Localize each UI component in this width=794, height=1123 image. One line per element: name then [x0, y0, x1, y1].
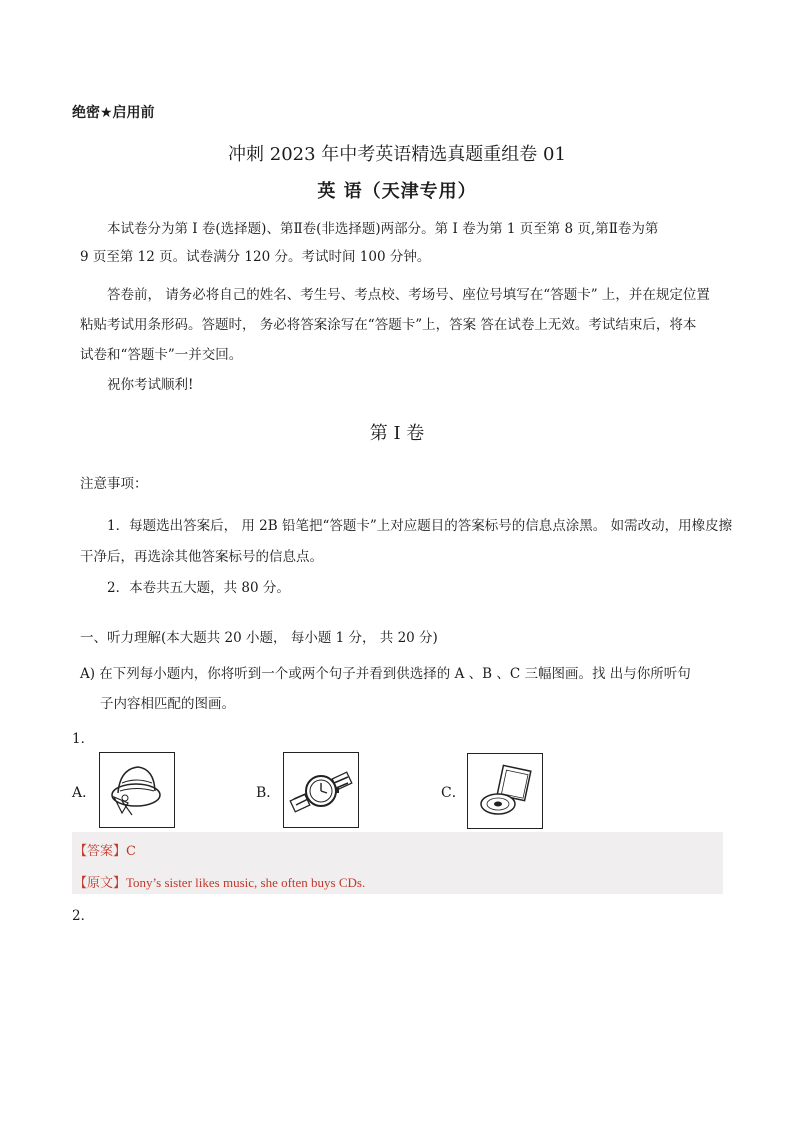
option-c-label: C． — [441, 785, 466, 801]
section-heading: 一、听力理解(本大题共 20 小题， 每小题 1 分， 共 20 分) — [80, 630, 438, 646]
hat-icon — [99, 752, 175, 828]
source-line — [74, 872, 365, 891]
notice-item-1-line-2: 干净后，再选涂其他答案标号的信息点。 — [80, 549, 323, 565]
intro-line-1: 本试卷分为第 I 卷(选择题)、第Ⅱ卷(非选择题)两部分。第 I 卷为第 1 页至第 8 页,第Ⅱ卷为第 — [107, 221, 659, 237]
notice-item-2: 2．本卷共五大题，共 80 分。 — [107, 580, 290, 596]
notice-item-1-line-1: 1．每题选出答案后， 用 2B 铅笔把“答题卡”上对应题目的答案标号的信息点涂黑。 如需改动，用橡皮擦 — [107, 518, 733, 534]
answer-value: C — [126, 844, 136, 859]
volume-title: 第 I 卷 — [369, 423, 425, 444]
source-text: Tony’s sister likes music, she often buys CDs. — [126, 875, 366, 890]
intro-line-4: 粘贴考试用条形码。答题时， 务必将答案涂写在“答题卡”上，答案 答在试卷上无效。考试结束后，将本 — [80, 317, 697, 333]
answer-block — [72, 832, 723, 894]
intro-line-2: 9 页至第 12 页。试卷满分 120 分。考试时间 100 分钟。 — [80, 249, 431, 265]
question-1-number: 1． — [72, 731, 95, 747]
watch-icon — [283, 752, 359, 828]
source-tag: 【原文】 — [74, 876, 127, 891]
part-a-line-1: A) 在下列每小题内，你将听到一个或两个句子并看到供选择的 A 、B 、C 三幅图画。找 出与你所听句 — [80, 666, 691, 682]
intro-line-6: 祝你考试顺利! — [107, 377, 194, 393]
question-2-number: 2． — [72, 908, 95, 924]
intro-line-3: 答卷前， 请务必将自己的姓名、考生号、考点校、考场号、座位号填写在“答题卡” 上，并在规定位置 — [107, 287, 710, 303]
secret-label: 绝密★启用前 — [72, 105, 155, 121]
answer-tag: 【答案】 — [74, 844, 127, 859]
part-a-line-2: 子内容相匹配的图画。 — [100, 696, 235, 712]
page-title: 冲刺 2023 年中考英语精选真题重组卷 01 — [228, 144, 566, 165]
answer-line — [74, 840, 136, 859]
option-a-label: A． — [72, 785, 97, 801]
cd-icon — [467, 753, 543, 829]
page-subtitle: 英 语（天津专用） — [317, 181, 477, 202]
intro-line-5: 试卷和“答题卡”一并交回。 — [80, 347, 243, 363]
notice-heading: 注意事项： — [80, 476, 148, 492]
option-b-label: B． — [256, 785, 281, 801]
